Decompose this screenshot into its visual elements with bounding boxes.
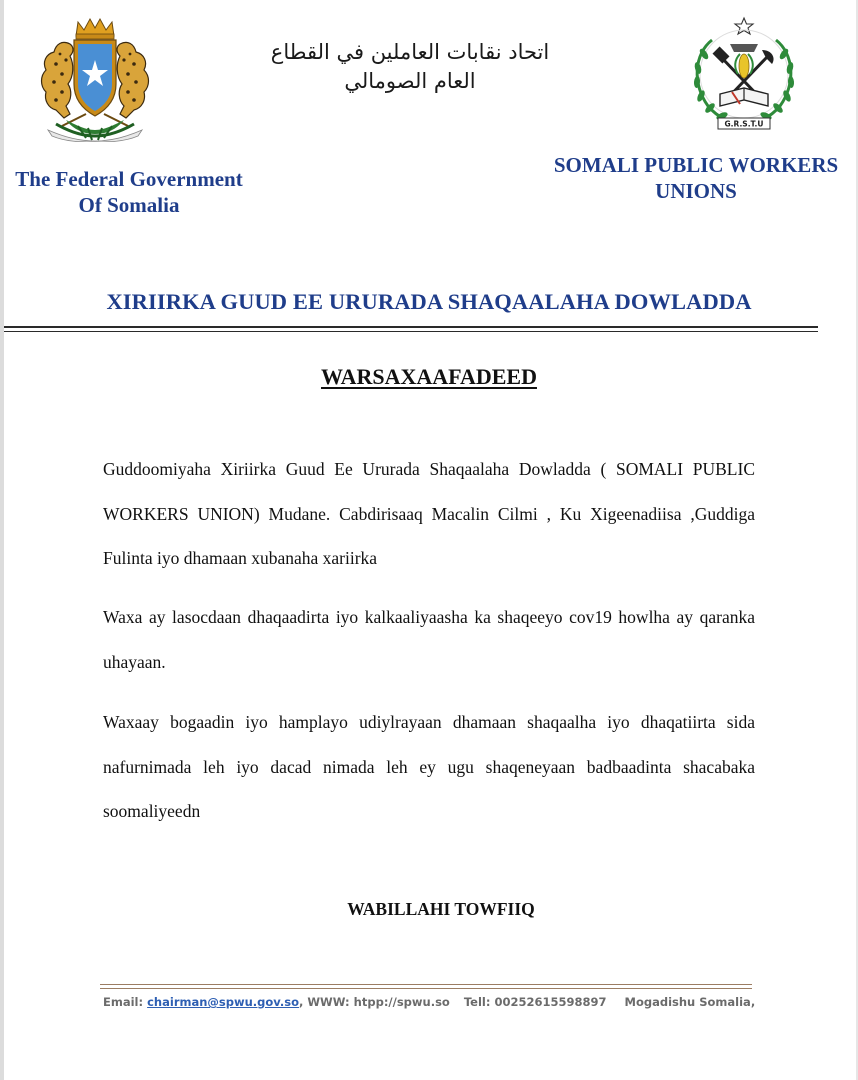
arabic-union-title — [210, 38, 610, 96]
footer-www[interactable]: htpp://spwu.so — [353, 995, 450, 1009]
closing-signoff: WABILLAHI TOWFIIQ — [347, 899, 535, 919]
paragraph-1: Guddoomiyaha Xiriirka Guud Ee Ururada Shaqaalaha Dowladda ( SOMALI PUBLIC WORKERS UNION) Mudane. Cabdirisaaq Macalin Cilmi , Ku Xigeenadiisa ,Guddiga Fulinta iyo dhamaan xubanaha xariirka — [103, 459, 755, 568]
footer-www-label: , WWW: — [298, 995, 350, 1009]
blue-shield-icon — [74, 40, 116, 116]
footer-email-link[interactable]: chairman@spwu.gov.so — [147, 995, 299, 1009]
federal-government-name — [10, 166, 248, 218]
footer-tel: 00252615598897 — [494, 995, 607, 1009]
footer-location: Mogadishu Somalia, — [624, 995, 756, 1009]
somalia-coat-of-arms-icon — [26, 14, 164, 142]
union-name-line1: SOMALI PUBLIC WORKERS — [553, 153, 839, 177]
paragraph-2: Waxa ay lasocdaan dhaqaadirta iyo kalkaaliyaasha ka shaqeeyo cov19 howlha ay qaranka uhayaan. — [103, 607, 755, 672]
footer-divider-bottom — [100, 988, 752, 989]
crown-icon — [76, 19, 114, 39]
book-icon — [720, 88, 768, 106]
union-name-line2: UNIONS — [655, 179, 737, 203]
document-title: WARSAXAAFADEED — [321, 364, 537, 389]
paragraph-3: Waxaay bogaadin iyo hamplayo udiylrayaan dhamaan shaqaalha iyo dhaqatiirta sida nafurnimada leh iyo dacad nimada leh ey ugu shaqeneyaan badbaadinta shacabaka soomaliyeedn — [103, 712, 755, 821]
arabic-title-line2: العام الصومالي — [344, 69, 476, 93]
emblem-banner-label: G.R.S.T.U — [724, 119, 764, 129]
footer-email-label: Email: — [103, 995, 144, 1009]
union-wreath-emblem-icon — [682, 14, 806, 136]
right-leopard-icon — [117, 42, 149, 118]
header-divider-thin — [4, 331, 818, 332]
union-name — [548, 152, 844, 204]
left-leopard-icon — [42, 42, 74, 118]
header-divider-thick — [4, 326, 818, 328]
footer-tel-label: Tell: — [463, 995, 491, 1009]
gov-name-line2: Of Somalia — [78, 193, 180, 217]
arabic-title-line1: اتحاد نقابات العاملين في القطاع — [270, 40, 550, 64]
emblem-star-icon — [735, 18, 753, 34]
federation-title: XIRIIRKA GUUD EE URURADA SHAQAALAHA DOWLADDA — [106, 289, 752, 314]
footer-contact — [103, 995, 763, 1009]
gov-name-line1: The Federal Government — [15, 167, 243, 191]
footer-divider-top — [100, 984, 752, 985]
